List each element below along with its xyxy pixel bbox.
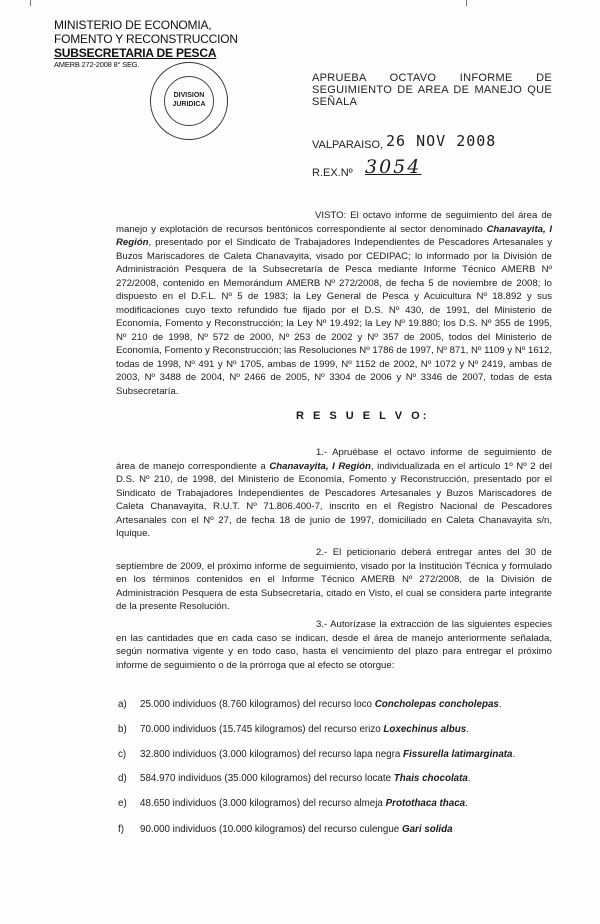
resolution-date: 26 NOV 2008: [386, 132, 497, 150]
item-end: .: [467, 773, 471, 784]
letterhead: [54, 18, 238, 69]
item-species: Thais chocolata: [393, 773, 468, 784]
item-end: .: [498, 699, 502, 710]
item-text: 90.000 individuos (10.000 kilogramos) del recurso culengue: [140, 824, 402, 835]
rex-label: R.EX.Nº: [312, 167, 353, 179]
item-text: 25.000 individuos (8.760 kilogramos) del recurso loco: [140, 699, 375, 710]
item-letter: d): [118, 773, 127, 784]
visto-sector: Chanavayita, I Región: [116, 223, 552, 248]
rex-number: 3054: [365, 156, 422, 178]
visto-lead: VISTO:: [315, 210, 347, 221]
item-end: .: [465, 798, 468, 809]
reference-line-3: SEÑALA: [312, 96, 358, 108]
place-label: VALPARAISO,: [312, 139, 384, 151]
point-3-paragraph: 3.- Autorízase la extracción de las siguientes especies en las cantidades que en cada caso se indican, desde el área de manejo anteriormente señalada, según normativa vigente y en todo caso, hasta el vencimiento del plazo para entregar el próximo informe de seguimiento o de la prórroga que al efecto se otorgue:: [116, 619, 552, 671]
reference-line-1: APRUEBA OCTAVO INFORME DE: [312, 72, 552, 84]
subsecretaria-line: SUBSECRETARIA DE PESCA: [54, 46, 217, 60]
list-item: [118, 798, 468, 810]
visto-text-2: , presentado por el Sindicato de Trabajadores Independientes de Pescadores Artesanales y Buzos Mariscadores de Caleta Chanavayita, visado por CEDIPAC; lo informado por la División de Administración Pesquera de la Subsecretaría de Pesca mediante Informe Técnico AMERB Nº 272/2008, contenido en Memorándum AMERB Nº 272/2008, de fecha 5 de noviembre de 2008; lo dispuesto en el D.F.L. Nº 5 de 1983; la Ley General de Pesca y Acuicultura Nº 18.892 y sus modificaciones cuyo texto refundido fue fijado por el D.S. Nº 430, de 1991, del Ministerio de Economía, Fomento y Reconstrucción; la Ley Nº 19.492; la Ley Nº 19.880; los D.S. Nº 355 de 1995, Nº 210 de 1998, Nº 572 de 2000, Nº 253 de 2002 y Nº 357 de 2005, todos del Ministerio de Economía, Fomento y Reconstrucción; las Resoluciones Nº 1786 de 1997, Nº 871, Nº 1109 y Nº 1612, todas de 1998, Nº 491 y Nº 1705, ambas de 1999, Nº 1152 de 2002, Nº 1072 y Nº 2419, ambas de 2003, Nº 3488 de 2004, Nº 2466 de 2005, Nº 3304 de 2006 y Nº 3346 de 2007, todas de esta Subsecretaría.: [116, 237, 552, 397]
scan-mark-left: [30, 0, 31, 6]
resuelvo-heading: R E S U E L V O:: [296, 410, 430, 422]
ministry-line-2: FOMENTO Y RECONSTRUCCION: [54, 32, 238, 46]
item-species: Gari solida: [401, 824, 453, 835]
point-1-sector: Chanavayita, I Región: [269, 460, 371, 472]
list-item: [118, 773, 471, 785]
item-letter: c): [118, 749, 127, 760]
item-species: Loxechinus albus: [383, 724, 467, 735]
item-letter: a): [118, 699, 127, 710]
point-1-text-2: , individualizada en el artículo 1º Nº 2 del D.S. Nº 210, de 1998, del Ministerio de Economía, Fomento y Reconstrucción, presentado por el Sindicato de Trabajadores Independientes de Pescadores Artesanales y Buzos Mariscadores de Caleta Chanavayita, R.U.T. Nº 71.806.400-7, inscrito en el Registro Nacional de Pescadores Artesanales con el Nº 27, de fecha 18 de junio de 1997, domiciliado en Caleta Chanavayita s/n, Iquique.: [116, 460, 553, 539]
list-item: [118, 724, 469, 736]
list-item: [118, 699, 502, 711]
item-species: Protothaca thaca: [385, 798, 466, 809]
item-text: 584.970 individuos (35.000 kilogramos) del recurso locate: [140, 773, 394, 784]
stamp-line-1: DIVISION: [173, 92, 205, 99]
reference-block: [312, 72, 552, 108]
item-text: 48.650 individuos (3.000 kilogramos) del recurso almeja: [140, 798, 386, 809]
stamp-line-2: JURIDICA: [172, 101, 206, 108]
amerb-reference: AMERB 272-2008 8° SEG.: [54, 60, 140, 69]
division-juridica-stamp: [150, 62, 228, 140]
item-letter: f): [118, 824, 124, 835]
visto-text-1: El octavo informe de seguimiento del área de manejo y explotación de recursos bentónicos correspondiente al sector denominado: [116, 210, 552, 235]
visto-paragraph: [116, 209, 552, 398]
item-text: 70.000 individuos (15.745 kilogramos) del recurso erizo: [140, 724, 384, 735]
item-species: Fissurella latimarginata: [403, 749, 513, 760]
item-species: Concholepas concholepas: [374, 699, 499, 710]
item-letter: e): [118, 798, 127, 809]
ministry-line-1: MINISTERIO DE ECONOMIA,: [54, 18, 212, 32]
point-1-text-1: 1.- Apruébase el octavo informe de seguimiento de área de manejo correspondiente a: [116, 447, 552, 472]
item-end: .: [512, 749, 516, 760]
point-2-paragraph: 2.- El peticionario deberá entregar antes del 30 de septiembre de 2009, el próximo informe de seguimiento, visado por la Institución Técnica y formulado en los términos contenidos en el Informe Técnico AMERB Nº 272/2008, de la División de Administración Pesquera de esta Subsecretaría, citado en Visto, el cual se considera parte integrante de la presente Resolución.: [116, 547, 552, 612]
list-item: [118, 749, 515, 761]
item-letter: b): [118, 724, 127, 735]
scan-mark-right: [466, 0, 467, 6]
list-item: [118, 824, 453, 836]
item-end: .: [466, 724, 469, 735]
item-text: 32.800 individuos (3.000 kilogramos) del recurso lapa negra: [140, 749, 404, 760]
reference-line-2: SEGUIMIENTO DE AREA DE MANEJO QUE: [312, 84, 552, 96]
point-1-paragraph: [116, 446, 552, 541]
